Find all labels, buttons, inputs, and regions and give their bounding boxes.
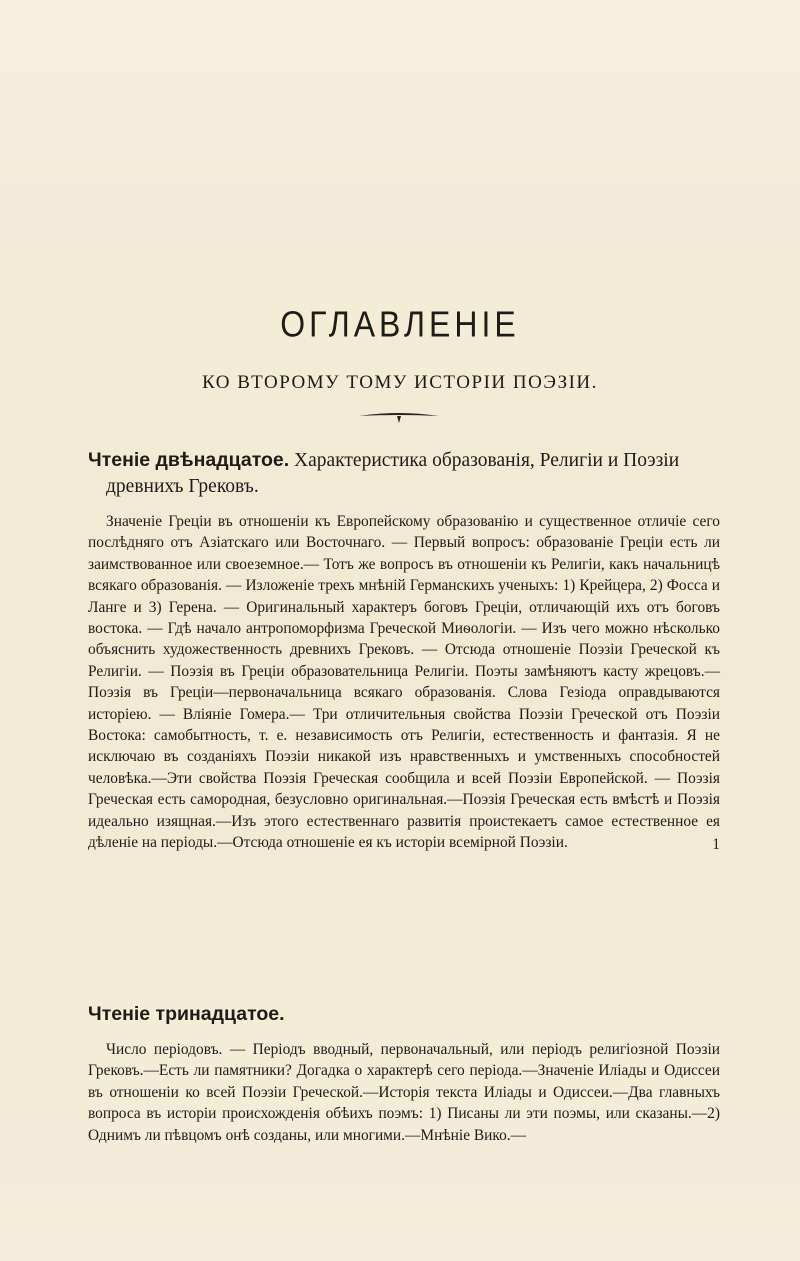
section-heading-title: Характеристика образованія, Религіи и Поэзіи — [289, 450, 680, 471]
section-heading-lead: Чтеніе двѣнадцатое. — [88, 449, 290, 471]
toc-section-lecture-12 — [88, 447, 720, 854]
section-heading-lead: Чтеніе тринадцатое. — [88, 1003, 285, 1025]
toc-section-lecture-13 — [88, 1001, 720, 1146]
ornamental-divider — [357, 408, 441, 424]
page-subtitle: КО ВТОРОМУ ТОМУ ИСТОРІИ ПОЭЗІИ. — [202, 372, 598, 393]
section-heading — [88, 447, 720, 500]
section-summary: Значеніе Греціи въ отношеніи къ Европейскому образованію и существенное отличіе сего послѣдняго отъ Азіатскаго или Восточнаго. — Первый вопросъ: образованіе Греціи есть ли заимствованное или своеземное.— Тотъ же вопросъ въ отношеніи къ Религіи, какъ начальницѣ всякаго образованія. — Изложеніе трехъ мнѣній Германскихъ ученыхъ: 1) Крейцера, 2) Фосса и Ланге и 3) Герена. — Оригинальный характеръ боговъ Греціи, отличающій ихъ отъ боговъ востока. — Гдѣ начало антропоморфизма Греческой Миѳологіи. — Изъ чего можно нѣсколько объяснить художественность древнихъ Грековъ. — Отсюда отношеніе Поэзіи Греческой къ Религіи. — Поэзія въ Греціи образовательница Религіи. Поэты замѣняютъ касту жрецовъ.—Поэзія въ Греціи—первоначальница всякаго образованія. Слова Гезіода оправдываются исторіею. — Вліяніе Гомера.— Три отличительныя свойства Поэзіи Греческой отъ Поэзіи Востока: самобытность, т. е. независимость отъ Религіи, естественность и фантазія. Я не исключаю въ созданіяхъ Поэзіи никакой изъ нравственныхъ и умственныхъ способностей человѣка.—Эти свойства Поэзія Греческая сообщила и всей Поэзіи Европейской. — Поэзія Греческая есть самородная, безусловно оригинальная.—Поэзія Греческая есть вмѣстѣ и Поэзія идеально изящная.—Изъ этого естественнаго развитія проистекаетъ самое естественное ея дѣленіе на періоды.—Отсюда отношеніе ея къ исторіи всемірной Поэзіи. — [88, 513, 720, 852]
section-heading — [88, 1001, 720, 1028]
page-number: 1 — [712, 835, 720, 853]
section-heading-continuation: древнихъ Грековъ. — [106, 476, 259, 497]
page-title: ОГЛАВЛЕНІЕ — [280, 303, 520, 345]
section-summary: Число періодовъ. — Періодъ вводный, первоначальный, или періодъ религіозной Поэзіи Грековъ.—Есть ли памятники? Догадка о характерѣ сего періода.—Значеніе Иліады и Одиссеи въ отношеніи ко всей Поэзіи Греческой.—Исторія текста Иліады и Одиссеи.—Два главныхъ вопроса въ исторіи происхожденія обѣихъ поэмъ: 1) Писаны ли эти поэмы, или сказаны.—2) Однимъ ли пѣвцомъ онѣ созданы, или многими.—Мнѣніе Вико.— — [88, 1041, 720, 1144]
